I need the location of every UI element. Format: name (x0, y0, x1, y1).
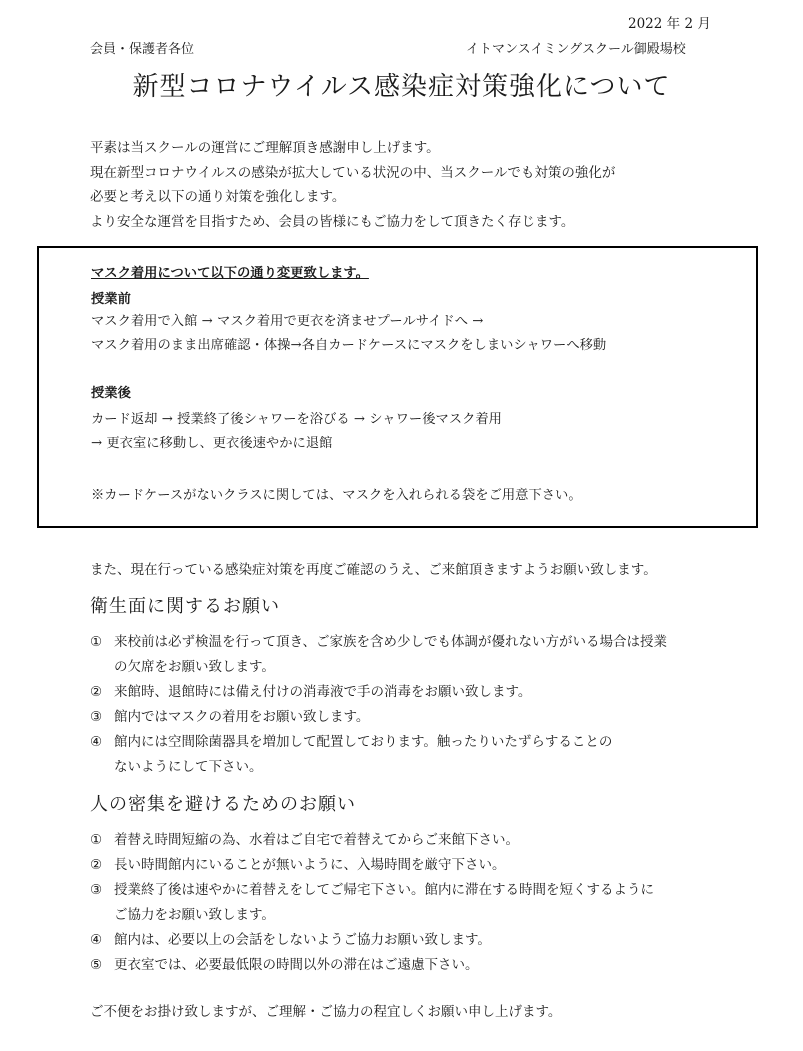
before-class-line: マスク着用で入館 → マスク着用で更衣を済ませプールサイドへ → (91, 314, 484, 329)
item-number: ② (90, 684, 103, 700)
before-class-label: 授業前 (91, 292, 131, 307)
recipient: 会員・保護者各位 (90, 42, 195, 57)
hygiene-heading: 衛生面に関するお願い (90, 596, 280, 617)
item-continuation: の欠席をお願い致します。 (114, 659, 275, 675)
item-number: ① (90, 832, 103, 848)
intro-paragraph (90, 136, 615, 235)
item-text: 更衣室では、必要最低限の時間以外の滞在はご遠慮下さい。 (114, 957, 479, 973)
page-title: 新型コロナウイルス感染症対策強化について (132, 72, 671, 102)
list-item (90, 705, 369, 725)
intro-line: より安全な運営を目指すため、会員の皆様にもご協力をして頂きたく存じます。 (90, 214, 575, 231)
item-text: 来館時、退館時には備え付けの消毒液で手の消毒をお願い致します。 (114, 684, 532, 700)
list-item (90, 853, 506, 873)
item-text: 館内には空間除菌器具を増加して配置しております。触ったりいたずらすることの (114, 734, 613, 750)
list-item (90, 730, 612, 750)
intro-line: 平素は当スクールの運営にご理解頂き感謝申し上げます。 (90, 140, 440, 156)
intro-line: 現在新型コロナウイルスの感染が拡大している状況の中、当スクールでも対策の強化が (90, 164, 616, 181)
item-number: ③ (90, 882, 103, 898)
intro-line: 必要と考え以下の通り対策を強化します。 (90, 189, 346, 206)
list-item (90, 630, 667, 650)
item-number: ④ (90, 734, 103, 750)
item-number: ⑤ (90, 957, 103, 973)
item-text: 館内は、必要以上の会話をしないようご協力お願い致します。 (114, 932, 491, 948)
item-number: ③ (90, 709, 103, 725)
item-continuation: ご協力をお願い致します。 (114, 907, 275, 923)
closing-text: ご不便をお掛け致しますが、ご理解・ご協力の程宜しくお願い申し上げます。 (90, 1004, 562, 1020)
document-date: 2022 年 2 月 (628, 16, 711, 32)
after-class-line: → 更衣室に移動し、更衣後速やかに退館 (91, 436, 333, 451)
item-text: 着替え時間短縮の為、水着はご自宅で着替えてからご来館下さい。 (114, 832, 519, 848)
crowd-heading: 人の密集を避けるためのお願い (90, 794, 356, 815)
mask-box-heading: マスク着用について以下の通り変更致します。 (91, 266, 369, 281)
sender: イトマンスイミングスクール御殿場校 (466, 42, 686, 57)
item-number: ② (90, 857, 103, 873)
after-class-line: カード返却 → 授業終了後シャワーを浴びる → シャワー後マスク着用 (91, 412, 502, 427)
item-number: ① (90, 634, 103, 650)
list-item (90, 828, 519, 848)
item-text: 長い時間館内にいることが無いように、入場時間を厳守下さい。 (114, 857, 506, 873)
item-continuation: ないようにして下さい。 (114, 759, 263, 775)
list-item (90, 928, 491, 948)
list-item (90, 680, 531, 700)
item-number: ④ (90, 932, 103, 948)
item-text: 授業終了後は速やかに着替えをしてご帰宅下さい。館内に滞在する時間を短くするように (114, 882, 654, 898)
item-text: 館内ではマスクの着用をお願い致します。 (114, 709, 370, 725)
mask-notice-box (37, 246, 758, 528)
item-text: 来校前は必ず検温を行って頂き、ご家族を含め少しでも体調が優れない方がいる場合は授業 (114, 634, 667, 650)
mask-box-note: ※カードケースがないクラスに関しては、マスクを入れられる袋をご用意下さい。 (91, 488, 582, 503)
list-item (90, 953, 479, 973)
before-class-line: マスク着用のまま出席確認・体操→各自カードケースにマスクをしまいシャワーへ移動 (91, 338, 607, 353)
after-class-label: 授業後 (91, 386, 131, 401)
list-item (90, 878, 654, 898)
confirm-text: また、現在行っている感染症対策を再度ご確認のうえ、ご来館頂きますようお願い致します。 (90, 562, 657, 578)
